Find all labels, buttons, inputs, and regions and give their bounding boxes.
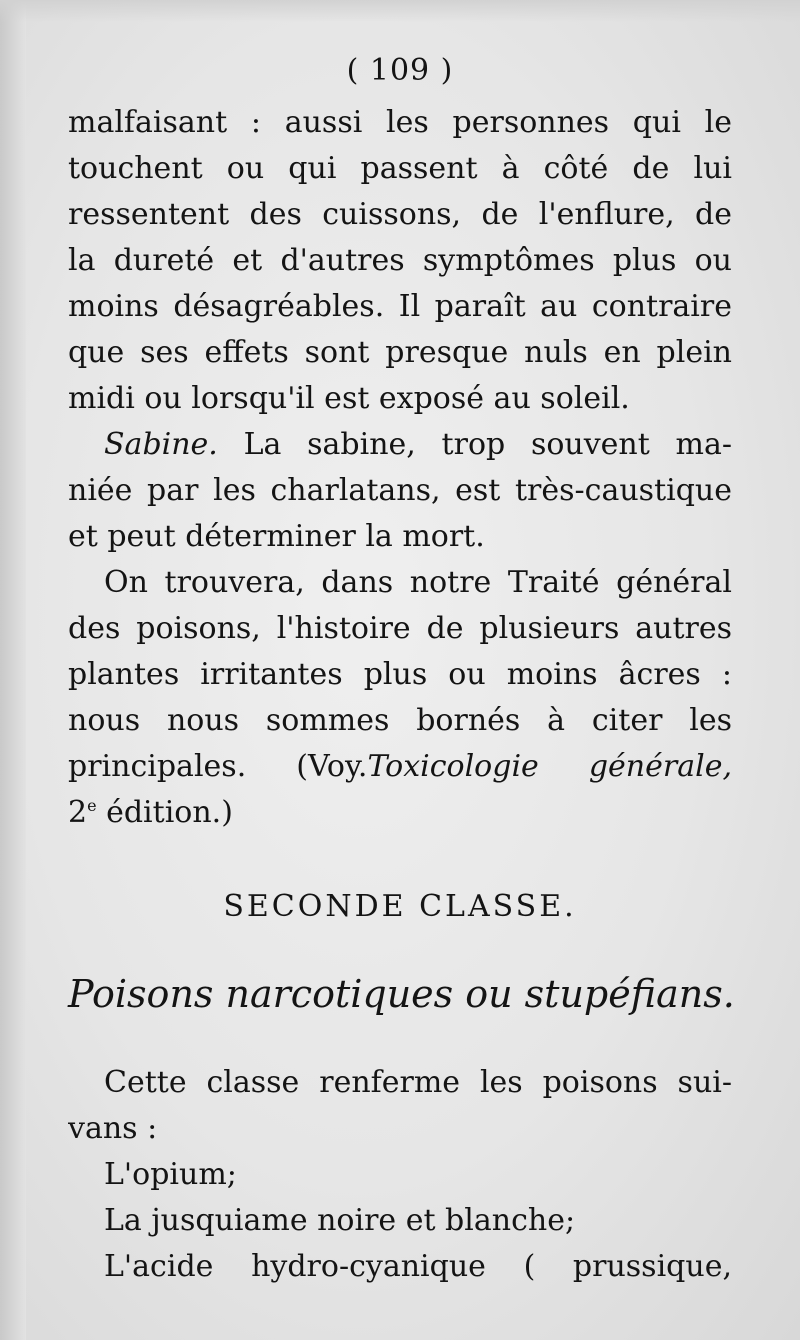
- text-line-reference: [68, 744, 732, 790]
- edition-number: 2: [68, 795, 88, 830]
- text-line: vans :: [68, 1111, 158, 1146]
- text-line: plantes irritantes plus ou moins âcres :: [68, 657, 732, 692]
- text-fragment: La sabine, trop souvent ma-: [217, 427, 732, 462]
- text-fragment: principales. (Voy.: [68, 749, 368, 784]
- edition-superscript: e: [87, 796, 97, 815]
- list-item: L'opium;: [104, 1157, 237, 1192]
- page-number-header: ( 109 ): [346, 53, 454, 88]
- text-line: touchent ou qui passent à côté de lui: [68, 151, 732, 186]
- text-line: niée par les charlatans, est très-caustique: [68, 473, 732, 508]
- list-item: La jusquiame noire et blanche;: [104, 1203, 576, 1238]
- text-line: et peut déterminer la mort.: [68, 519, 485, 554]
- text-line-sabine: [68, 422, 732, 468]
- text-line-edition: [68, 790, 732, 836]
- sabine-term: Sabine.: [104, 427, 218, 462]
- paragraph-classe: [68, 1060, 732, 1290]
- page-left-shadow: [0, 0, 26, 1340]
- text-line: moins désagréables. Il paraît au contraire: [68, 289, 732, 324]
- list-item: L'acide hydro-cyanique ( prussique,: [104, 1249, 732, 1284]
- text-line: ressentent des cuissons, de l'enflure, de: [68, 197, 732, 232]
- book-title-reference: Toxicologie générale,: [367, 749, 732, 784]
- text-line: Cette classe renferme les poisons sui-: [104, 1065, 732, 1100]
- text-line: On trouvera, dans notre Traité général: [104, 565, 732, 600]
- text-line: que ses effets sont presque nuls en plein: [68, 335, 732, 370]
- text-line: des poisons, l'histoire de plusieurs autres: [68, 611, 732, 646]
- paragraph-malfaisant: [68, 100, 732, 836]
- section-title: SECONDE CLASSE.: [223, 889, 577, 924]
- text-line: malfaisant : aussi les personnes qui le: [68, 105, 732, 140]
- section-subtitle: Poisons narcotiques ou stupéfians.: [68, 972, 735, 1016]
- text-line: midi ou lorsqu'il est exposé au soleil.: [68, 381, 630, 416]
- text-line: nous nous sommes bornés à citer les: [68, 703, 732, 738]
- text-line: la dureté et d'autres symptômes plus ou: [68, 243, 732, 278]
- page-top-shadow: [0, 0, 800, 22]
- text-fragment: édition.): [96, 795, 233, 830]
